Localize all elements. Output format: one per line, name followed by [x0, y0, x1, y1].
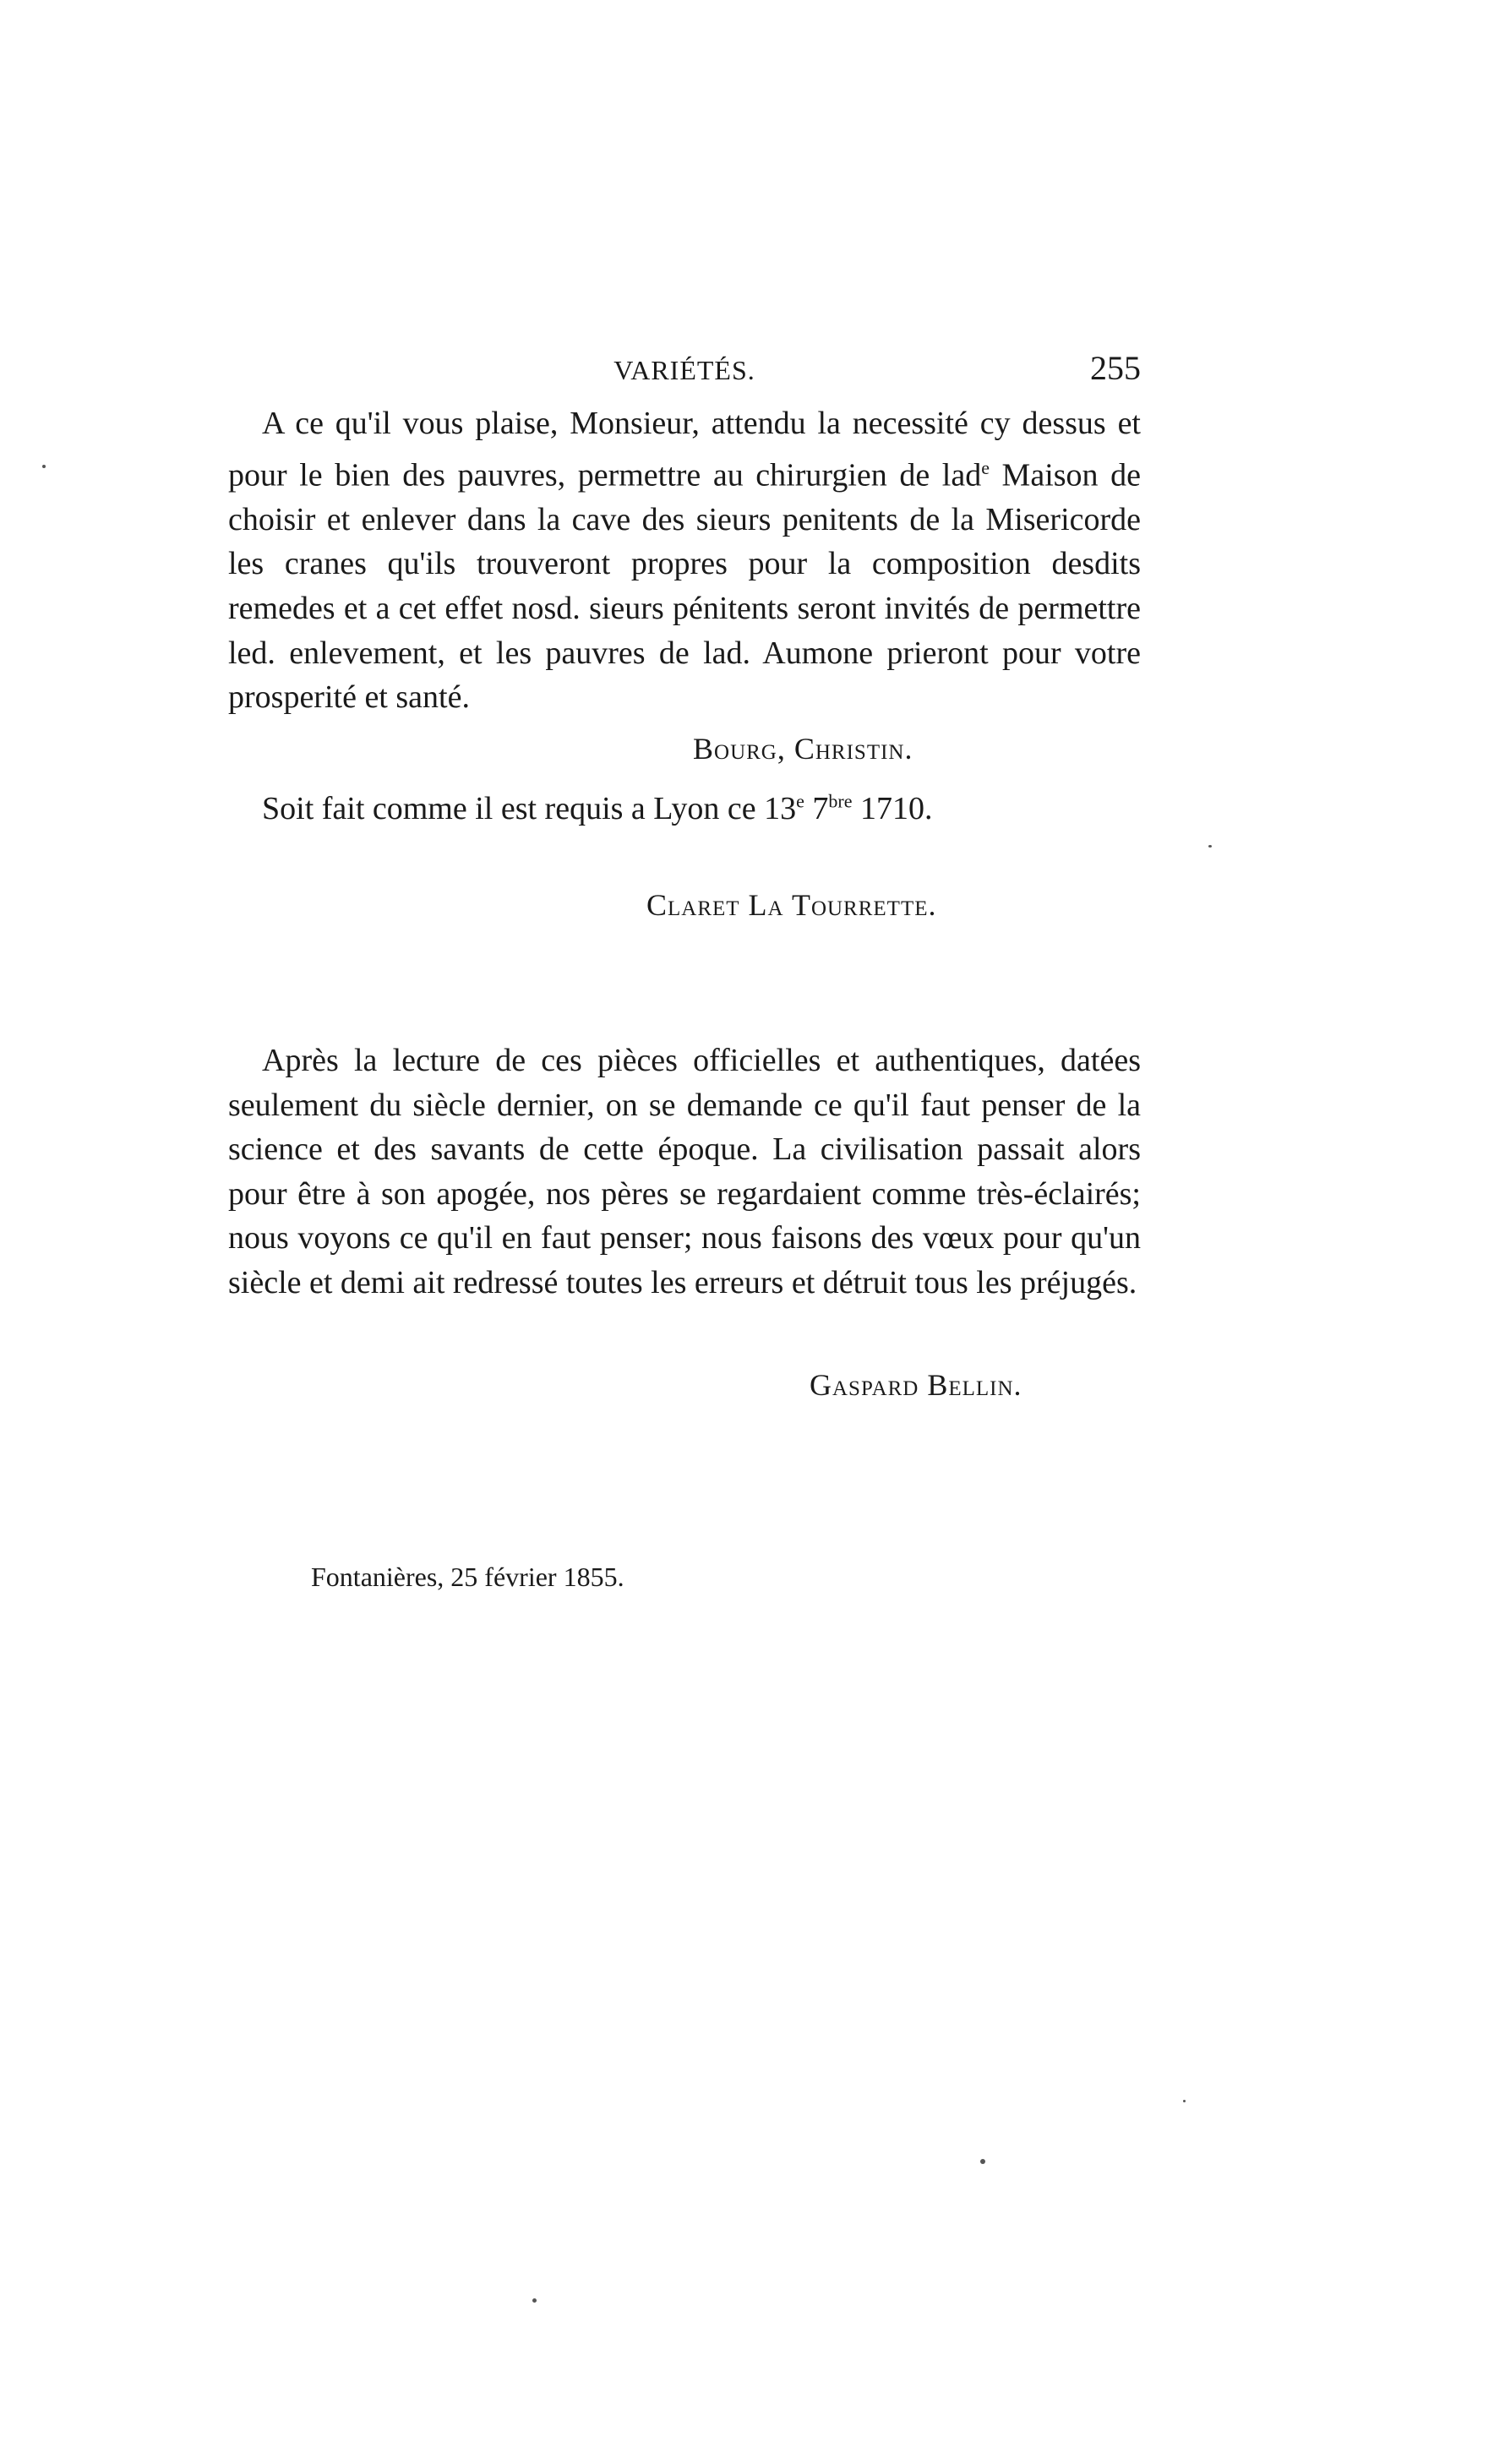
print-speck [42, 465, 46, 468]
dateline: Fontanières, 25 février 1855. [311, 1562, 624, 1592]
author-signature [810, 1367, 1022, 1403]
print-speck [980, 2159, 985, 2164]
page-header [228, 348, 1141, 399]
order-year: 1710. [852, 791, 933, 826]
petition-signature-text: Bourg, Christin. [693, 732, 913, 766]
petition-line-1: A ce qu'il vous plaise, Monsieur, attendu la necessité cy dessus [262, 406, 1106, 441]
running-title: VARIÉTÉS. [613, 355, 755, 385]
petition-line-2: et pour le bien des pauvres, permettre au chirurgien de lad [228, 406, 1141, 493]
petition-line-5: composition desdits remedes et a cet effet nosd. sieurs pénitents [228, 546, 1141, 627]
print-speck [1183, 2100, 1186, 2102]
petition-line-2-superscript: e [981, 456, 990, 478]
print-speck [532, 2298, 537, 2303]
order-month-number: 7 [804, 791, 829, 826]
order-month-superscript: bre [828, 790, 853, 812]
order-text: Soit fait comme il est requis a Lyon ce 13 [262, 791, 797, 826]
print-speck [1208, 845, 1212, 848]
order-signature-text: Claret La Tourrette. [646, 888, 937, 922]
commentary-paragraph: Après la lecture de ces pièces officielles et authentiques, datées seulement du siècle dernier, on se demande ce qu'il faut penser de la science et des savants de cette époque. La civilisation passait alors pour être à son apogée, nos pères se regardaient comme très-éclairés; nous voyons ce qu'il en faut penser; nous faisons des vœux pour qu'un siècle et demi ait redressé toutes les erreurs et détruit tous les préjugés. [228, 1043, 1141, 1300]
page-number: 255 [1090, 349, 1141, 387]
order-signature [646, 887, 936, 923]
petition-line-4: de la Misericorde les cranes qu'ils trouveront propres pour la [228, 501, 1142, 582]
petition-paragraph [228, 401, 1141, 720]
order-line [262, 790, 933, 827]
order-day-superscript: e [796, 790, 804, 812]
petition-line-6: seront invités de permettre led. enlevement, et les pauvres de [228, 591, 1142, 671]
petition-line-3: Maison de choisir et enlever dans la cave des sieurs penitents [228, 457, 1141, 537]
petition-signature [693, 731, 913, 766]
author-signature-text: Gaspard Bellin. [810, 1368, 1022, 1402]
petition-line-7: lad. Aumone prieront pour votre prosperité et santé. [228, 635, 1142, 716]
